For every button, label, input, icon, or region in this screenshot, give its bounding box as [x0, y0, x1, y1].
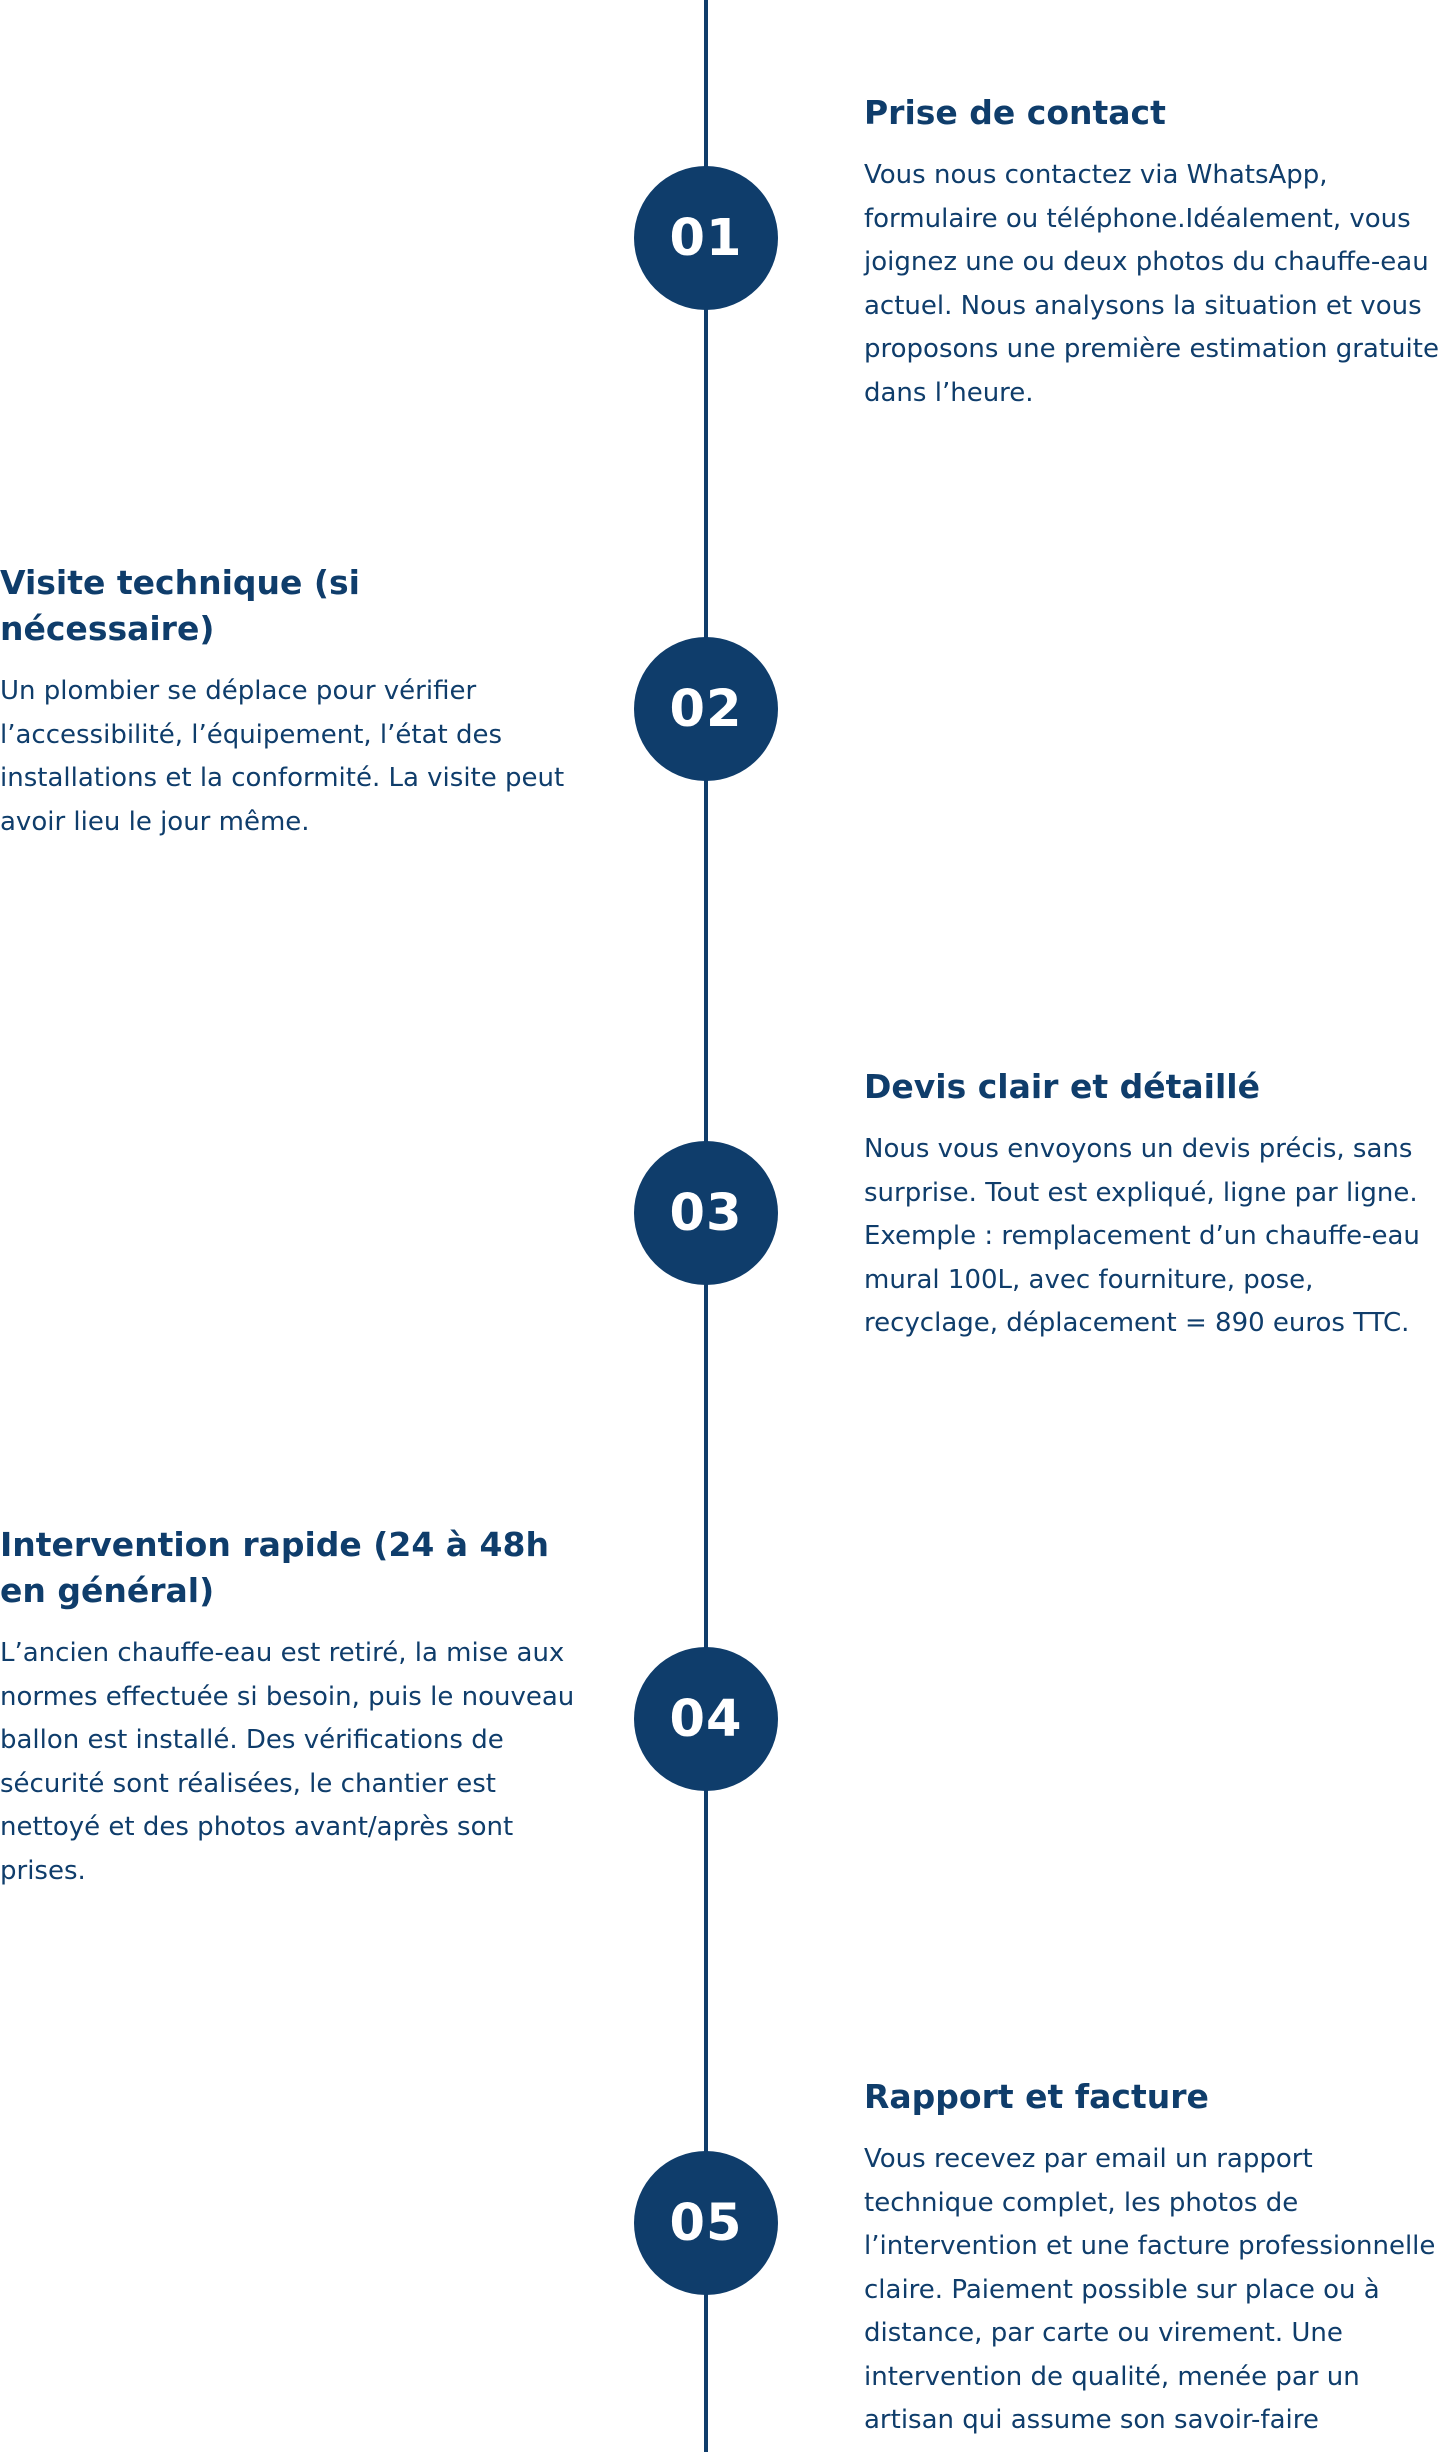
- step-04: [0, 1522, 580, 1893]
- step-04-text: L’ancien chauffe-eau est retiré, la mise aux normes effectuée si besoin, puis le nouveau ballon est installé. Des vérifications de sécurité sont réalisées, le chantier est nettoyé et des photos avant/après sont prises.: [0, 1638, 575, 1886]
- step-number-badge-03: 03: [634, 1141, 778, 1285]
- step-01-text: Vous nous contactez via WhatsApp, formulaire ou téléphone.Idéalement, vous joignez une ou deux photos du chauffe-eau actuel. Nous analysons la situation et vous proposons une première estimation gratuite dans l’heure.: [864, 160, 1439, 408]
- step-04-title: Intervention rapide (24 à 48h en général): [0, 1525, 549, 1610]
- step-03: [864, 1064, 1440, 1346]
- step-02-title: Visite technique (si nécessaire): [0, 563, 360, 648]
- step-01: [864, 90, 1440, 415]
- step-02-text: Un plombier se déplace pour vérifier l’accessibilité, l’équipement, l’état des installations et la conformité. La visite peut avoir lieu le jour même.: [0, 676, 565, 837]
- step-02: [0, 560, 580, 844]
- step-number-badge-05: 05: [634, 2151, 778, 2295]
- step-05-text: Vous recevez par email un rapport technique complet, les photos de l’intervention et une facture professionnelle claire. Paiement possible sur place ou à distance, par carte ou virement. Une intervention de qualité, menée par un artisan qui assume son savoir-faire: [864, 2144, 1436, 2435]
- step-number-badge-04: 04: [634, 1647, 778, 1791]
- step-number-badge-02: 02: [634, 637, 778, 781]
- step-03-text: Nous vous envoyons un devis précis, sans surprise. Tout est expliqué, ligne par ligne. Exemple : remplacement d’un chauffe-eau mural 100L, avec fourniture, pose, recyclage, déplacement = 890 euros TTC.: [864, 1134, 1420, 1338]
- step-05-title: Rapport et facture: [864, 2077, 1209, 2116]
- step-05: [864, 2074, 1440, 2443]
- step-number-badge-01: 01: [634, 166, 778, 310]
- step-03-title: Devis clair et détaillé: [864, 1067, 1260, 1106]
- step-01-title: Prise de contact: [864, 93, 1166, 132]
